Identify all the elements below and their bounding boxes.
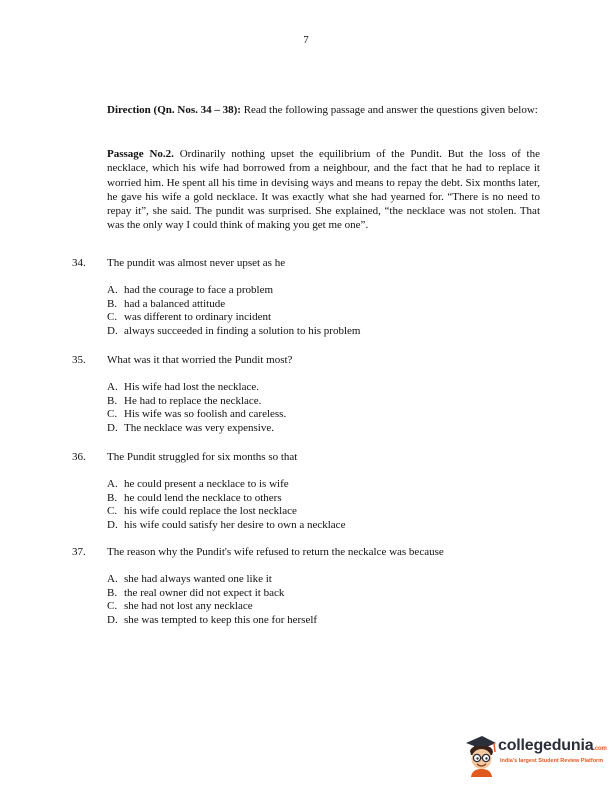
option-c	[107, 311, 360, 325]
option-d	[107, 614, 317, 628]
option-text: His wife was so foolish and careless.	[124, 408, 287, 421]
option-a	[107, 478, 345, 492]
option-d	[107, 519, 345, 533]
question-stem: The pundit was almost never upset as he	[107, 257, 286, 269]
option-c	[107, 600, 317, 614]
option-text: his wife could satisfy her desire to own a necklace	[124, 519, 346, 532]
direction-paragraph	[107, 104, 540, 117]
option-letter: B.	[107, 491, 118, 504]
option-list	[107, 381, 286, 436]
option-letter: D.	[107, 325, 118, 338]
option-letter: B.	[107, 394, 118, 407]
question-number: 37.	[72, 546, 86, 558]
option-a	[107, 381, 286, 395]
page-number: 7	[303, 34, 309, 46]
question-stem: The Pundit struggled for six months so that	[107, 451, 298, 463]
option-b	[107, 587, 317, 601]
option-b	[107, 298, 360, 312]
option-letter: A.	[107, 478, 118, 490]
question-number: 34.	[72, 257, 86, 269]
option-c	[107, 505, 345, 519]
mascot-icon	[462, 731, 498, 777]
direction-label: Direction (Qn. Nos. 34 – 38):	[107, 104, 241, 116]
passage-text: Ordinarily nothing upset the equilibrium of the Pundit. But the loss of the necklace, which his wife had borrowed from a neighbour, and the fact that he had to replace it worried him. He spent all his time in devising ways and means to repay the debt. Six months later, he gave his wife a gold necklace. It was exactly what she had yearned for. “There is no need to repay it”, she said. The pundit was surprised. She explained, “the necklace was not stolen. That was the only way I could think of making you get me one”.	[107, 148, 540, 232]
collegedunia-watermark	[462, 731, 606, 779]
option-list	[107, 573, 317, 628]
question-stem: The reason why the Pundit's wife refused to return the neckalce was because	[107, 546, 444, 558]
option-b	[107, 395, 286, 409]
option-letter: D.	[107, 519, 118, 532]
option-text: he could present a necklace to is wife	[124, 478, 289, 490]
option-letter: C.	[107, 600, 118, 613]
option-c	[107, 408, 286, 422]
option-text: she had not lost any necklace	[124, 600, 253, 613]
passage-paragraph	[107, 147, 540, 233]
option-text: The necklace was very expensive.	[124, 422, 274, 435]
brand-text: collegedunia	[498, 737, 594, 754]
option-letter: D.	[107, 422, 118, 435]
option-text: always succeeded in finding a solution to his problem	[124, 325, 361, 338]
brand-tld: .com	[593, 746, 607, 752]
option-letter: C.	[107, 505, 118, 518]
option-d	[107, 422, 286, 436]
option-text: had the courage to face a problem	[124, 284, 274, 296]
passage-label: Passage No.2.	[107, 148, 174, 160]
option-a	[107, 284, 360, 298]
option-letter: A.	[107, 381, 118, 393]
option-list	[107, 478, 345, 533]
option-letter: A.	[107, 284, 118, 296]
option-list	[107, 284, 360, 339]
option-letter: C.	[107, 408, 118, 421]
option-text: He had to replace the necklace.	[124, 394, 262, 407]
option-b	[107, 492, 345, 506]
option-d	[107, 325, 360, 339]
option-letter: A.	[107, 573, 118, 585]
brand-name	[498, 737, 607, 755]
option-text: she had always wanted one like it	[124, 573, 272, 585]
option-text: His wife had lost the necklace.	[124, 381, 260, 393]
question-number: 36.	[72, 451, 86, 463]
option-text: the real owner did not expect it back	[124, 586, 285, 599]
direction-text: Read the following passage and answer the questions given below:	[240, 104, 538, 116]
option-letter: D.	[107, 614, 118, 627]
option-text: had a balanced attitude	[124, 297, 226, 310]
option-text: she was tempted to keep this one for herself	[124, 614, 318, 627]
question-stem: What was it that worried the Pundit most?	[107, 354, 293, 366]
option-letter: B.	[107, 297, 118, 310]
question-number: 35.	[72, 354, 86, 366]
option-text: his wife could replace the lost necklace	[124, 505, 297, 518]
option-text: was different to ordinary incident	[124, 311, 272, 324]
option-letter: B.	[107, 586, 118, 599]
option-text: he could lend the necklace to others	[124, 491, 282, 504]
option-a	[107, 573, 317, 587]
brand-tagline: India's largest Student Review Platform	[500, 758, 604, 764]
option-letter: C.	[107, 311, 118, 324]
